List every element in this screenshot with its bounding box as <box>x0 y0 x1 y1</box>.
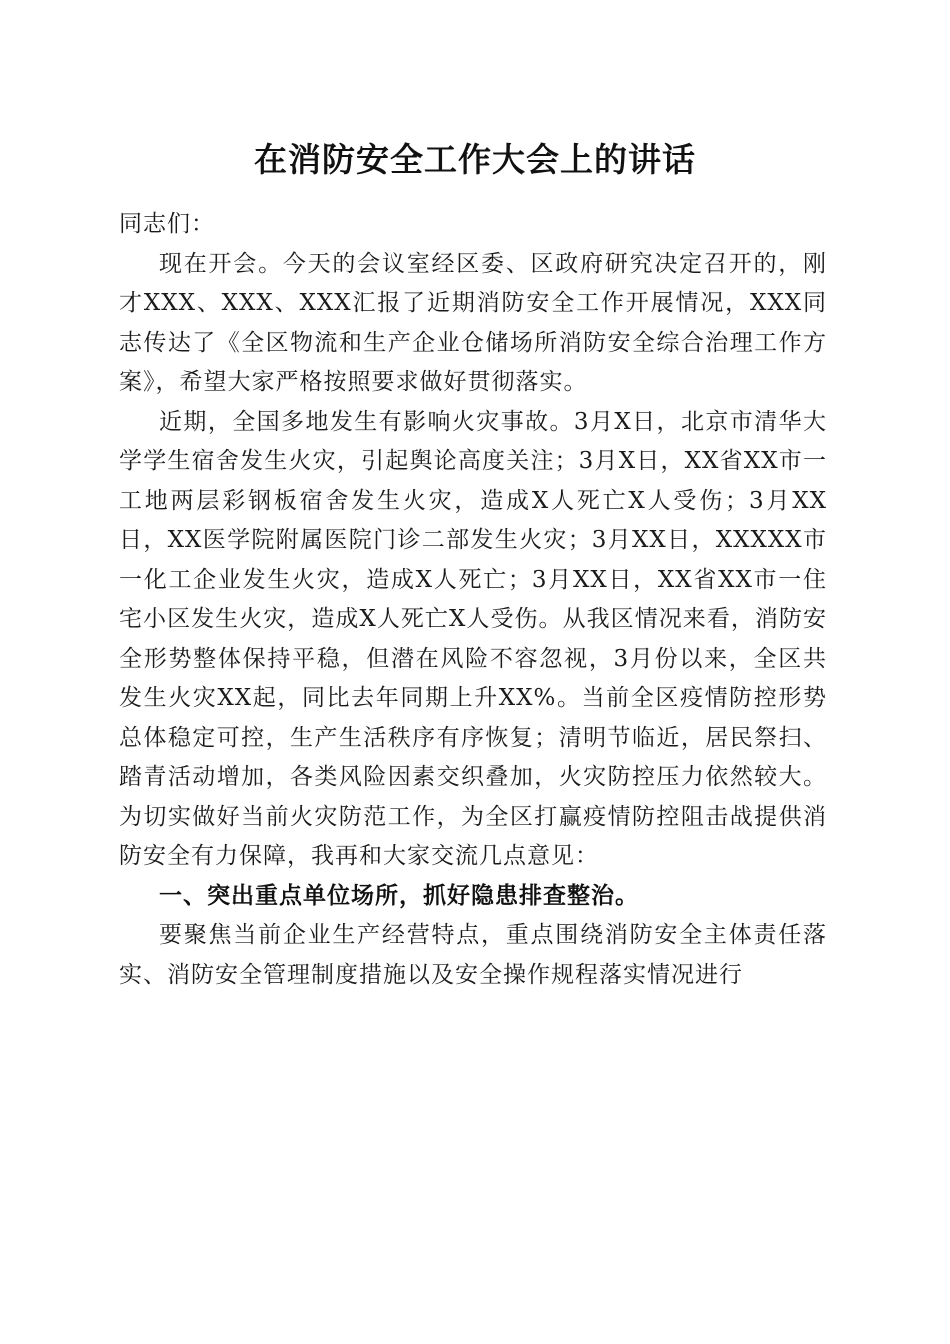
document-body <box>119 205 827 995</box>
section-paragraph: 要聚焦当前企业生产经营特点，重点围绕消防安全主体责任落实、消防安全管理制度措施以及安全操作规程落实情况进行 <box>119 922 827 988</box>
section-heading: 一、突出重点单位场所，抓好隐患排查整治。 <box>159 882 639 909</box>
paragraph-situation: 近期，全国多地发生有影响火灾事故。3月X日，北京市清华大学学生宿舍发生火灾，引起舆论高度关注；3月X日，XX省XX市一工地两层彩钢板宿舍发生火灾，造成X人死亡X人受伤；3月XX日，XX医学院附属医院门诊二部发生火灾；3月XX日，XXXXX市一化工企业发生火灾，造成X人死亡；3月XX日，XX省XX市一住宅小区发生火灾，造成X人死亡X人受伤。从我区情况来看，消防安全形势整体保持平稳，但潜在风险不容忽视，3月份以来，全区共发生火灾XX起，同比去年同期上升XX%。当前全区疫情防控形势总体稳定可控，生产生活秩序有序恢复；清明节临近，居民祭扫、踏青活动增加，各类风险因素交织叠加，火灾防控压力依然较大。为切实做好当前火灾防范工作，为全区打赢疫情防控阻击战提供消防安全有力保障，我再和大家交流几点意见： <box>119 408 827 869</box>
greeting: 同志们： <box>119 211 215 237</box>
paragraph-opening: 现在开会。今天的会议室经区委、区政府研究决定召开的，刚才XXX、XXX、XXX汇报了近期消防安全工作开展情况，XXX同志传达了《全区物流和生产企业仓储场所消防安全综合治理工作方案》，希望大家严格按照要求做好贯彻落实。 <box>119 250 827 395</box>
document-title: 在消防安全工作大会上的讲话 <box>254 140 696 179</box>
